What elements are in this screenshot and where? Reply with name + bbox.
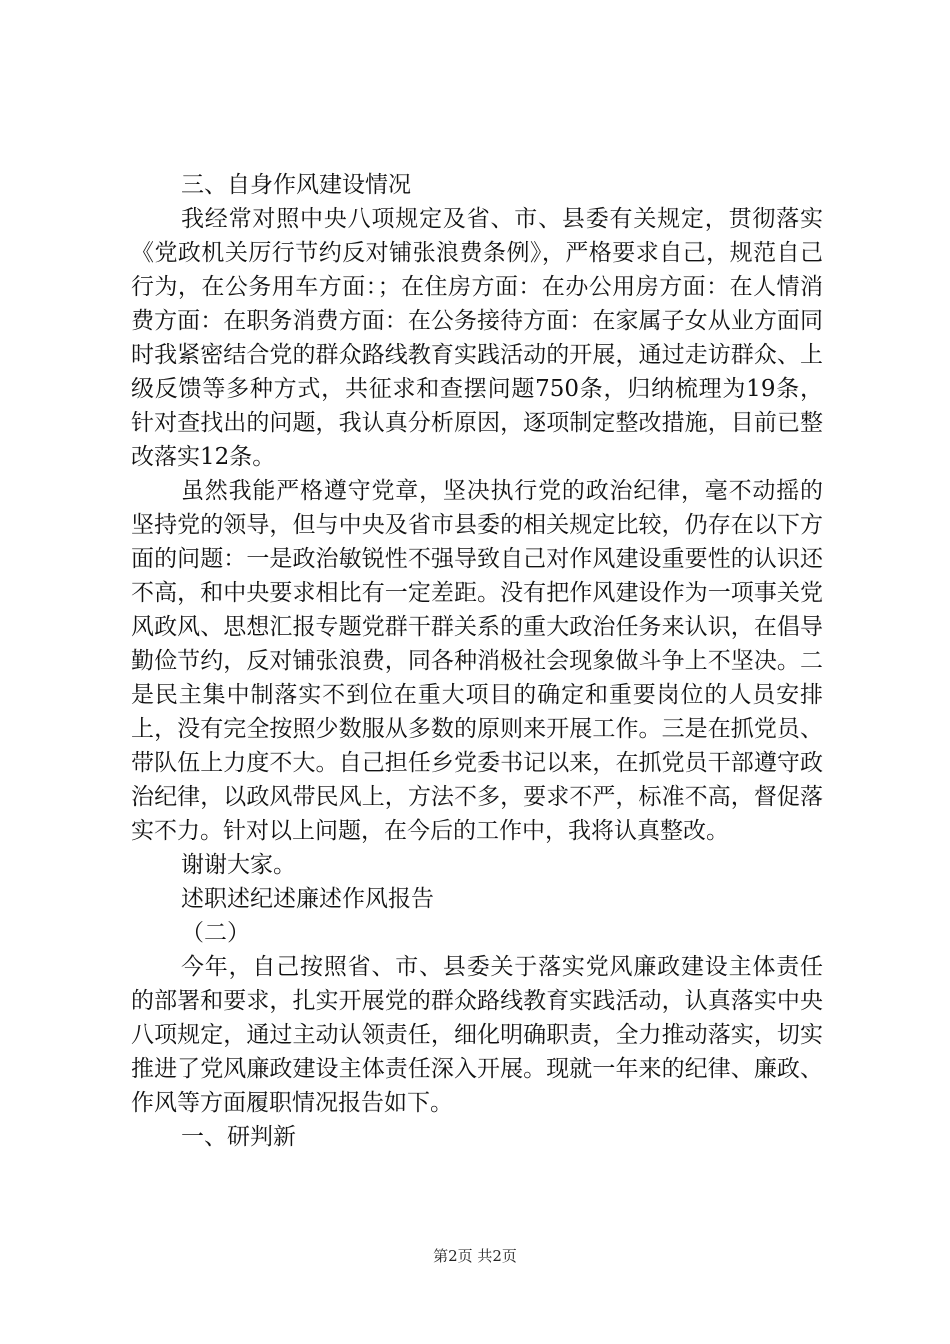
closing-thanks: 谢谢大家。 <box>181 852 296 878</box>
paragraph-conduct-review: 我经常对照中央八项规定及省、市、县委有关规定，贯彻落实《党政机关厉行节约反对铺张浪费条例》，严格要求自己，规范自己行为，在公务用车方面：；在住房方面：在办公用房方面：在人情消费方面：在职务消费方面：在公务接待方面：在家属子女从业方面同时我紧密结合党的群众路线教育实践活动的开展，通过走访群众、上级反馈等多种方式，共征求和查摆问题750条，归纳梳理为19条，针对查找出的问题，我认真分析原因，逐项制定整改措施，目前已整改落实12条。 <box>131 206 823 470</box>
paragraph-report-intro: 今年，自己按照省、市、县委关于落实党风廉政建设主体责任的部署和要求，扎实开展党的群众路线教育实践活动，认真落实中央八项规定，通过主动认领责任，细化明确职责，全力推动落实，切实推进了党风廉政建设主体责任深入开展。现就一年来的纪律、廉政、作风等方面履职情况报告如下。 <box>131 954 823 1116</box>
section-heading-analysis: 一、研判新 <box>181 1124 296 1150</box>
paragraph-existing-problems: 虽然我能严格遵守党章，坚决执行党的政治纪律，毫不动摇的坚持党的领导，但与中央及省市县委的相关规定比较，仍存在以下方面的问题：一是政治敏锐性不强导致自己对作风建设重要性的认识还不高，和中央要求相比有一定差距。没有把作风建设作为一项事关党风政风、思想汇报专题党群干群关系的重大政治任务来认识，在倡导勤俭节约，反对铺张浪费，同各种消极社会现象做斗争上不坚决。二是民主集中制落实不到位在重大项目的确定和重要岗位的人员安排上，没有完全按照少数服从多数的原则来开展工作。三是在抓党员、带队伍上力度不大。自己担任乡党委书记以来，在抓党员干部遵守政治纪律，以政风带民风上，方法不多，要求不严，标准不高，督促落实不力。针对以上问题，在今后的工作中，我将认真整改。 <box>131 478 823 844</box>
report-title: 述职述纪述廉述作风报告 <box>181 886 434 912</box>
section-heading-self-conduct: 三、自身作风建设情况 <box>181 172 411 198</box>
page-footer: 第2页 共2页 <box>433 1247 517 1265</box>
document-body <box>131 168 823 1154</box>
report-part-number: （二） <box>181 920 250 946</box>
